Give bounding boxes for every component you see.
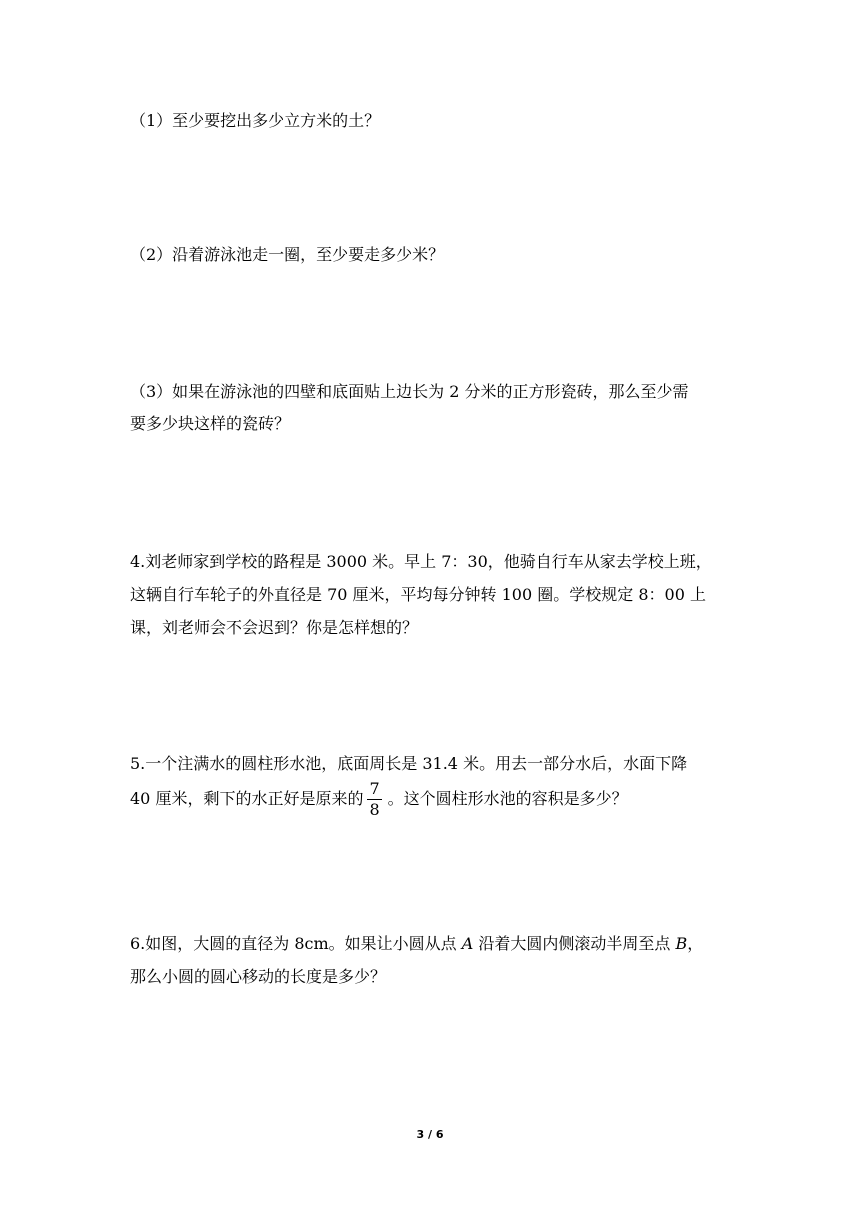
q5-line2-after: 。这个圆柱形水池的容积是多少？ (387, 789, 628, 808)
q4-line3: 课，刘老师会不会迟到？你是怎样想的？ (130, 618, 419, 637)
q3-part3-line2: 要多少块这样的瓷砖？ (130, 414, 291, 433)
q6-line1-part-a: 6.如图，大圆的直径为 8cm。如果让小圆从点 (130, 934, 462, 953)
q5-line2-before: 40 厘米，剩下的水正好是原来的 (130, 789, 364, 808)
q3-part2: （2）沿着游泳池走一圈，至少要走多少米？ (130, 245, 445, 264)
q4-line2: 这辆自行车轮子的外直径是 70 厘米，平均每分钟转 100 圈。学校规定 8：00 上 (130, 585, 706, 604)
point-b-label: B (675, 934, 688, 953)
q6-line1-part-c: ， (687, 934, 704, 953)
q3-part3-line1: （3）如果在游泳池的四壁和底面贴上边长为 2 分米的正方形瓷砖，那么至少需 (130, 382, 689, 401)
page-number: 3 / 6 (416, 1128, 444, 1141)
fraction-seven-eighths (367, 778, 381, 819)
q5-line1: 5.一个注满水的圆柱形水池，底面周长是 31.4 米。用去一部分水后，水面下降 (130, 754, 688, 773)
q3-part1: （1）至少要挖出多少立方米的土？ (130, 111, 381, 130)
fraction-denominator: 8 (369, 799, 380, 819)
q5-line2 (130, 777, 628, 821)
point-a-label: A (461, 934, 474, 953)
q4-line1: 4.刘老师家到学校的路程是 3000 米。早上 7：30，他骑自行车从家去学校上班， (130, 552, 712, 571)
q6-line2: 那么小圆的圆心移动的长度是多少？ (130, 967, 387, 986)
q6-line1 (130, 932, 703, 956)
fraction-numerator: 7 (369, 778, 380, 798)
q6-line1-part-b: 沿着大圆内侧滚动半周至点 (473, 934, 676, 953)
